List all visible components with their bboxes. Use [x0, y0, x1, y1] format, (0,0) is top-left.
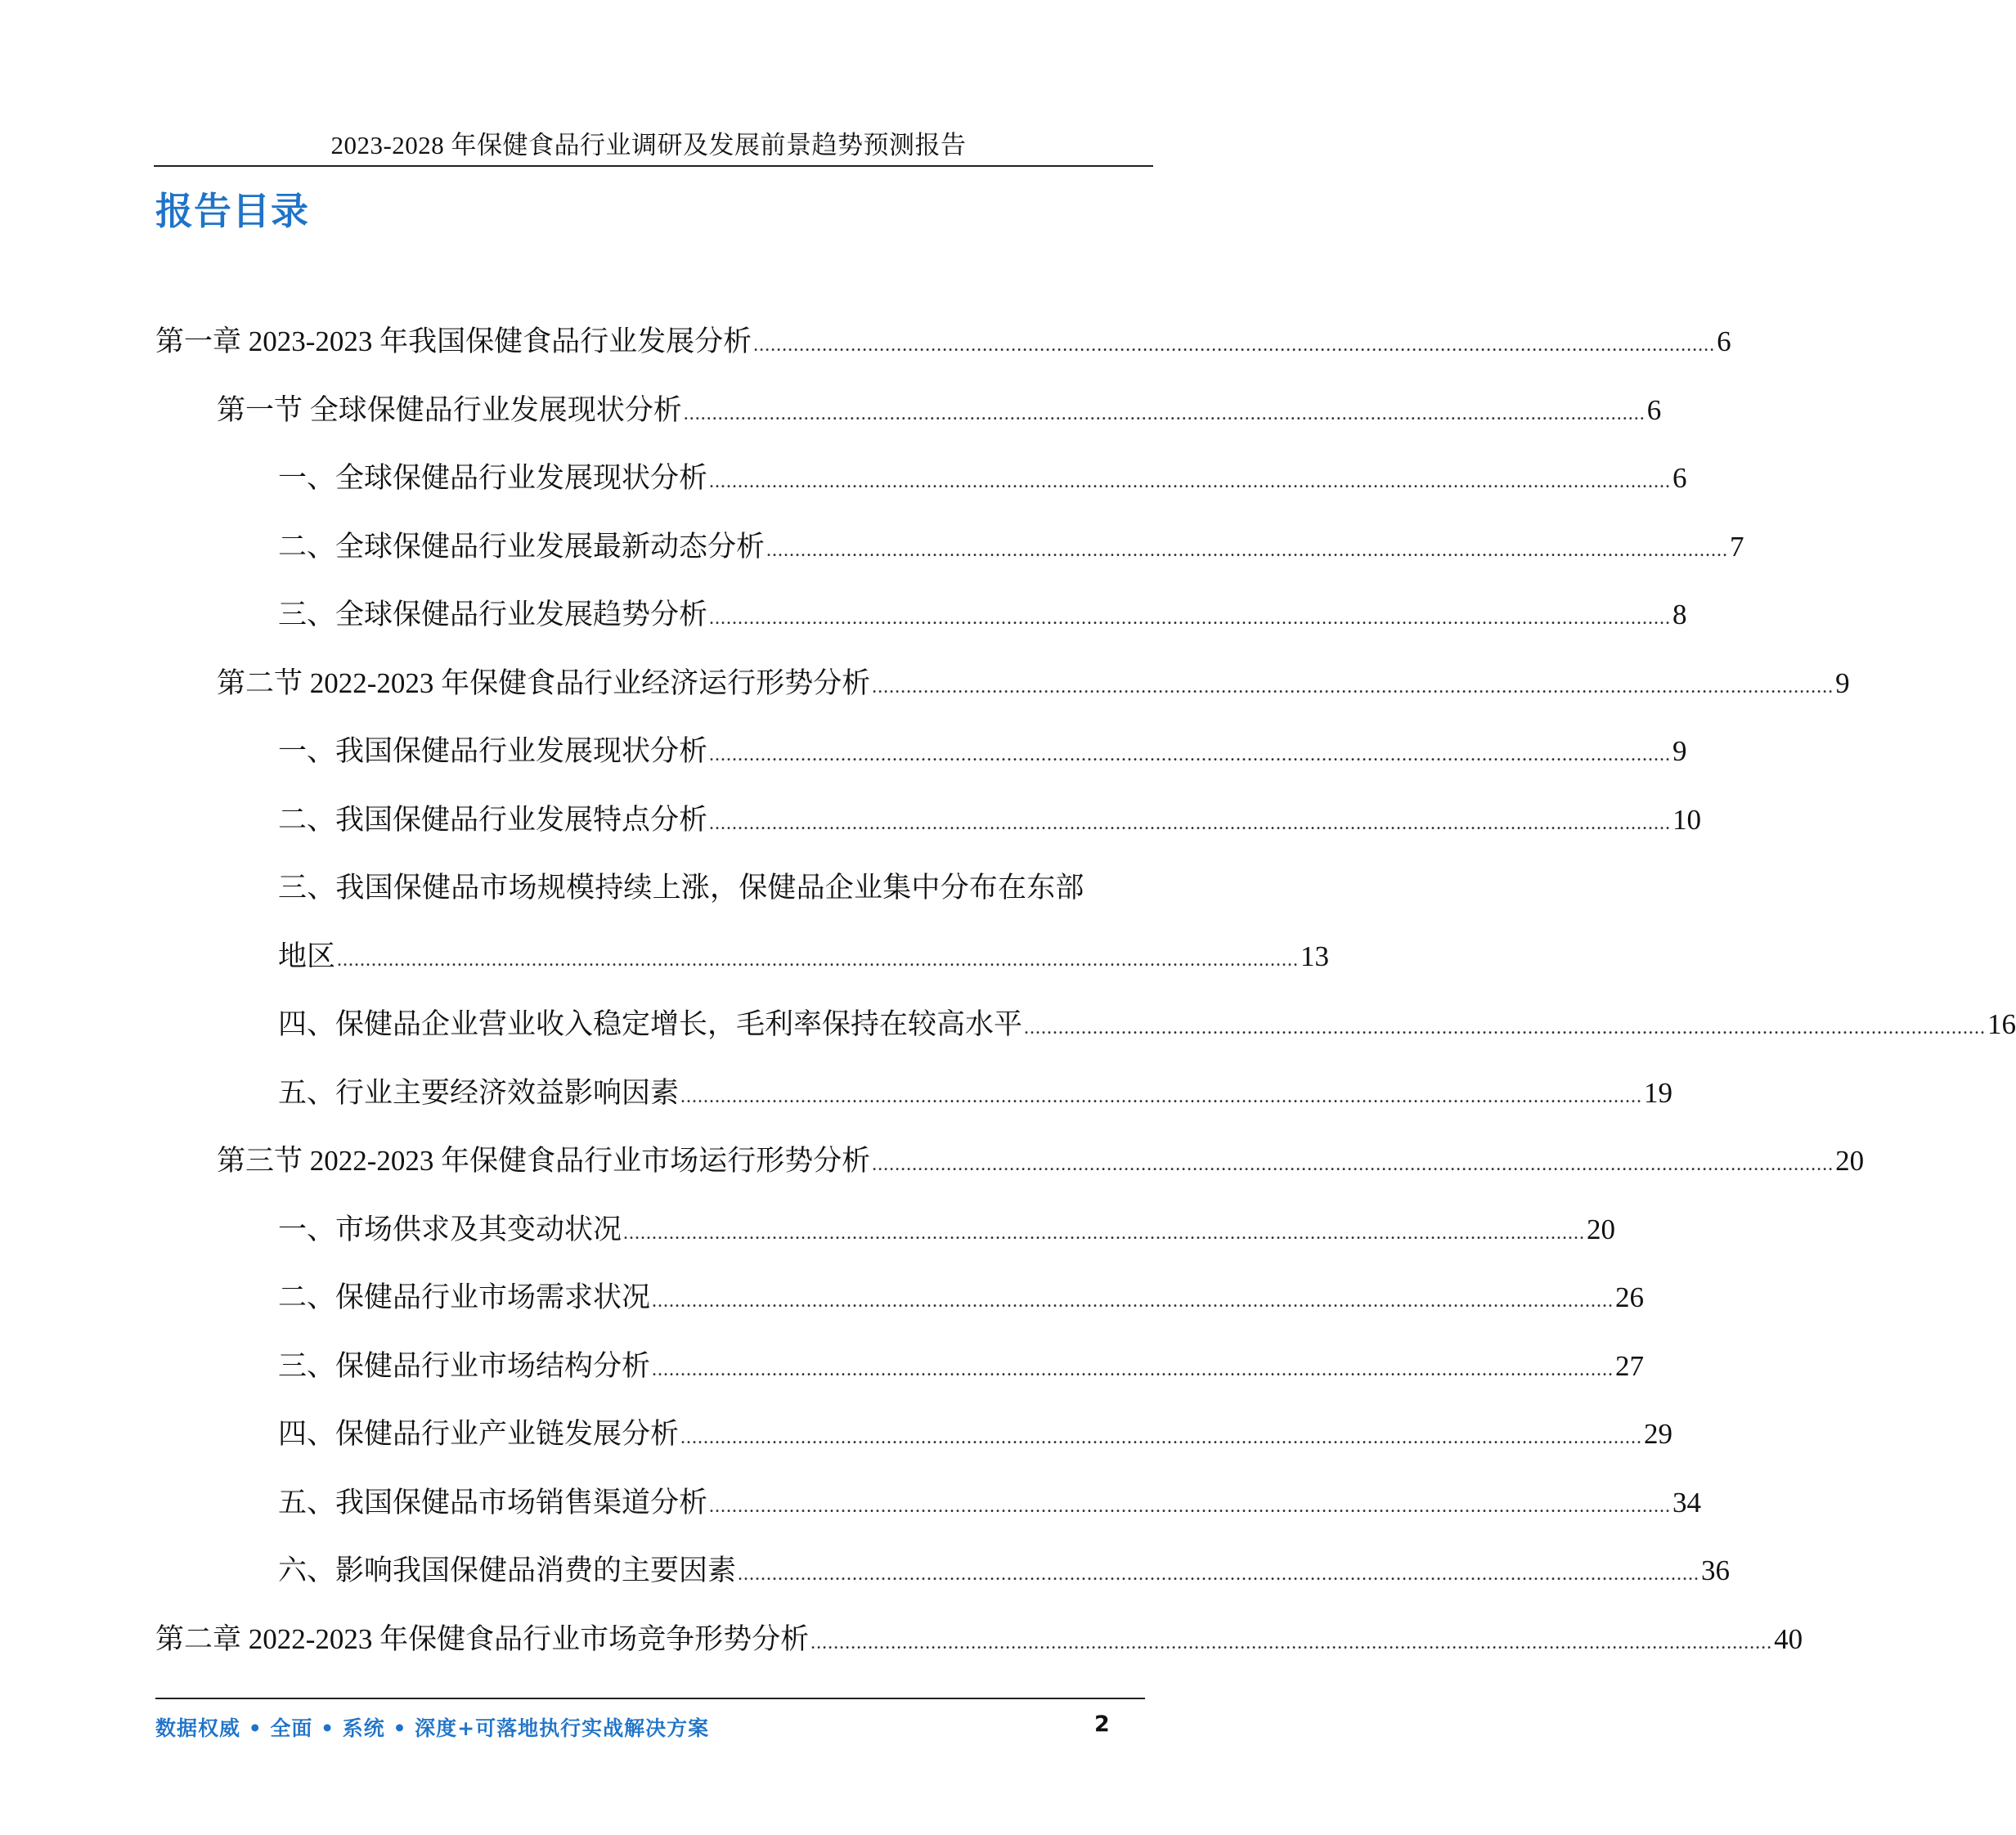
- toc-entry-label: 第三节 2022-2023 年保健食品行业市场运行形势分析: [217, 1145, 871, 1177]
- toc-entry-label: 四、保健品企业营业收入稳定增长，毛利率保持在较高水平: [278, 1008, 1023, 1040]
- toc-leader-dots: ........................................................................................................................................................................: [652, 1290, 1614, 1312]
- toc-entry-label: 一、全球保健品行业发展现状分析: [278, 462, 708, 494]
- toc-entry-page: 29: [1644, 1418, 1673, 1450]
- toc-entry-chapter-1[interactable]: [155, 319, 1731, 388]
- toc-entry-label: 五、行业主要经济效益影响因素: [278, 1076, 680, 1109]
- toc-entry-item[interactable]: [155, 1002, 2016, 1070]
- toc-leader-dots: ........................................................................................................................................................................: [709, 744, 1672, 765]
- toc-leader-dots: ........................................................................................................................................................................: [337, 949, 1300, 971]
- toc-leader-dots: ........................................................................................................................................................................: [872, 675, 1834, 698]
- toc-heading: 报告目录: [155, 189, 309, 233]
- toc-entry-page: 16: [1987, 1008, 2016, 1040]
- page-number: 2: [1094, 1712, 1110, 1737]
- toc-entry-item-multiline[interactable]: [155, 865, 1330, 1002]
- toc-entry-label: 二、保健品行业市场需求状况: [278, 1281, 651, 1313]
- toc-leader-dots: ........................................................................................................................................................................: [709, 1495, 1672, 1517]
- toc-entry-page: 40: [1774, 1622, 1803, 1655]
- toc-entry-page: 20: [1835, 1145, 1865, 1177]
- toc-entry-label: 第一节 全球保健品行业发展现状分析: [217, 393, 682, 426]
- toc-entry-item[interactable]: [155, 729, 1687, 797]
- toc-entry-label: 三、全球保健品行业发展趋势分析: [278, 599, 708, 630]
- toc-entry-item[interactable]: [155, 1411, 1673, 1480]
- toc-entry-label-line2: 地区: [278, 940, 336, 972]
- toc-entry-item[interactable]: [155, 1275, 1645, 1344]
- toc-leader-dots: ........................................................................................................................................................................: [766, 539, 1729, 561]
- toc-leader-dots: ........................................................................................................................................................................: [810, 1631, 1773, 1653]
- toc-entry-label: 六、影响我国保健品消费的主要因素: [278, 1555, 737, 1586]
- toc-leader-dots: ........................................................................................................................................................................: [680, 1427, 1643, 1448]
- toc-entry-section-1-1[interactable]: [155, 388, 1662, 456]
- toc-entry-item[interactable]: [155, 1344, 1645, 1412]
- toc-entry-label: 二、全球保健品行业发展最新动态分析: [278, 530, 766, 563]
- toc-leader-dots: ........................................................................................................................................................................: [709, 608, 1672, 629]
- header-divider: [154, 165, 1153, 167]
- toc-entry-label: 一、我国保健品行业发展现状分析: [278, 735, 708, 767]
- toc-leader-dots: ........................................................................................................................................................................: [709, 812, 1672, 834]
- toc-entry-label-line1: 三、我国保健品市场规模持续上涨，保健品企业集中分布在东部: [278, 872, 1084, 904]
- table-of-contents: [155, 319, 2016, 1685]
- toc-entry-page: 19: [1644, 1076, 1673, 1109]
- toc-entry-page: 27: [1615, 1349, 1645, 1382]
- toc-entry-page: 9: [1835, 666, 1850, 699]
- toc-entry-page: 6: [1673, 462, 1687, 494]
- toc-entry-item[interactable]: [155, 1070, 1673, 1139]
- toc-entry-label: 三、保健品行业市场结构分析: [278, 1349, 651, 1382]
- toc-entry-chapter-2[interactable]: [155, 1617, 1803, 1685]
- toc-entry-page: 26: [1615, 1281, 1645, 1313]
- toc-entry-page: 8: [1673, 599, 1687, 630]
- toc-entry-section-1-3[interactable]: [155, 1138, 1865, 1207]
- toc-entry-item[interactable]: [155, 455, 1687, 524]
- toc-entry-page: 6: [1717, 325, 1731, 357]
- toc-leader-dots: ........................................................................................................................................................................: [680, 1085, 1643, 1107]
- toc-entry-label: 第二节 2022-2023 年保健食品行业经济运行形势分析: [217, 666, 871, 699]
- toc-entry-label: 四、保健品行业产业链发展分析: [278, 1418, 680, 1450]
- toc-entry-item[interactable]: [155, 524, 1744, 593]
- toc-entry-section-1-2[interactable]: [155, 661, 1850, 729]
- toc-leader-dots: ........................................................................................................................................................................: [753, 334, 1716, 356]
- toc-entry-page: 36: [1701, 1555, 1731, 1586]
- toc-entry-page: 9: [1673, 735, 1687, 767]
- toc-entry-page: 20: [1587, 1213, 1616, 1245]
- toc-leader-dots: ........................................................................................................................................................................: [709, 471, 1672, 492]
- toc-entry-item[interactable]: [155, 592, 1687, 661]
- toc-entry-label: 五、我国保健品市场销售渠道分析: [278, 1486, 708, 1519]
- toc-entry-page: 10: [1673, 803, 1702, 836]
- toc-entry-item[interactable]: [155, 1480, 1702, 1549]
- toc-entry-item[interactable]: [155, 1207, 1616, 1276]
- toc-entry-page: 34: [1673, 1486, 1702, 1519]
- toc-leader-dots: ........................................................................................................................................................................: [738, 1564, 1700, 1585]
- toc-entry-label: 一、市场供求及其变动状况: [278, 1213, 622, 1245]
- toc-entry-item[interactable]: [155, 797, 1702, 866]
- toc-entry-label: 第一章 2023-2023 年我国保健食品行业发展分析: [155, 325, 752, 357]
- footer-slogan: 数据权威 • 全面 • 系统 • 深度+可落地执行实战解决方案: [155, 1716, 710, 1740]
- toc-leader-dots: ........................................................................................................................................................................: [683, 402, 1646, 424]
- toc-entry-label: 第二章 2022-2023 年保健食品行业市场竞争形势分析: [155, 1622, 810, 1655]
- toc-leader-dots: ........................................................................................................................................................................: [1024, 1017, 1987, 1039]
- toc-entry-label: 二、我国保健品行业发展特点分析: [278, 803, 708, 836]
- footer-divider: [155, 1698, 1145, 1699]
- toc-leader-dots: ........................................................................................................................................................................: [872, 1154, 1834, 1175]
- toc-leader-dots: ........................................................................................................................................................................: [623, 1222, 1586, 1244]
- toc-entry-page: 6: [1646, 393, 1662, 426]
- toc-entry-page: 13: [1300, 940, 1330, 972]
- toc-entry-page: 7: [1730, 530, 1744, 563]
- document-header-title: 2023-2028 年保健食品行业调研及发展前景趋势预测报告: [330, 131, 967, 159]
- toc-entry-item[interactable]: [155, 1548, 1731, 1617]
- toc-leader-dots: ........................................................................................................................................................................: [652, 1358, 1614, 1380]
